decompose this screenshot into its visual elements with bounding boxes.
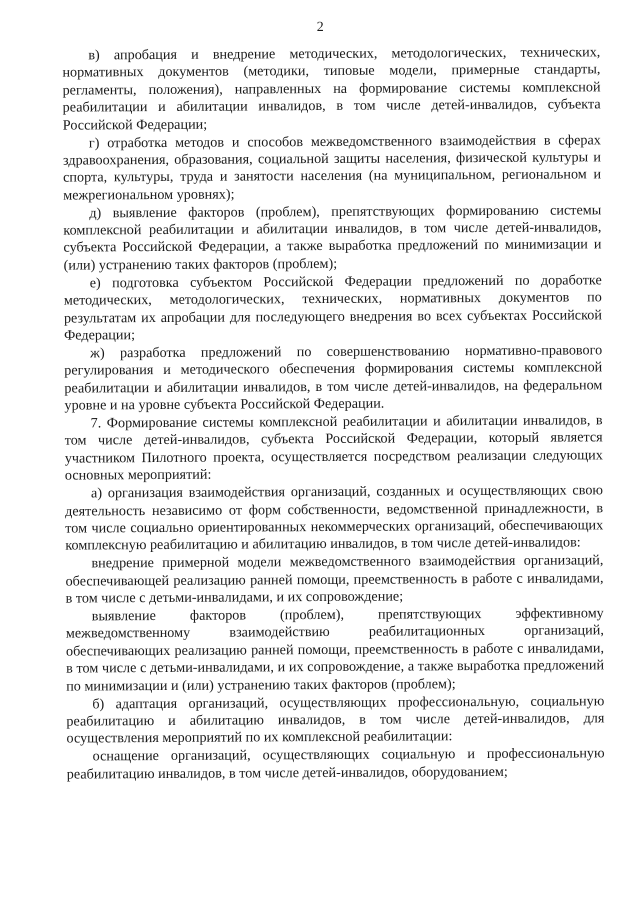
paragraph-7b: б) адаптация организаций, осуществляющих профессиональную, социальную реабилитацию и абилитацию инвалидов, в том числе детей-инвалидов, для осуществления мероприятий по их комплексной реабилитации: — [66, 692, 605, 747]
paragraph-e: е) подготовка субъектом Российской Федерации предложений по доработке методических, методологических, технических, нормативных документов по результатам их апробации для последующего внедрения во всех субъектах Российской Федерации; — [63, 272, 602, 344]
paragraph-d: д) выявление факторов (проблем), препятствующих формированию системы комплексной реабилитации и абилитации инвалидов, в том числе детей-инвалидов, субъекта Российской Федерации, а также выработка предложений по минимизации и (или) устранению таких факторов (проблем); — [63, 201, 602, 274]
page-number: 2 — [316, 19, 324, 36]
paragraph-7a-item-1: внедрение примерной модели межведомственного взаимодействия организаций, обеспечивающей реализацию ранней помощи, преемственность в работе с инвалидами, в том числе с детьми-инвалидами, и их сопровождение; — [65, 552, 604, 607]
paragraph-7: 7. Формирование системы комплексной реабилитации и абилитации инвалидов, в том числе детей-инвалидов, субъекта Российской Федерации, который является участником Пилотного проекта, осуществляется посредством реализации следующих основных мероприятий: — [64, 412, 603, 484]
paragraph-7a-item-2: выявление факторов (проблем), препятствующих эффективному межведомственному взаимодействию реабилитационных организаций, обеспечивающих реализацию ранней помощи, преемственность в работе с инвалидами, в том числе с детьми-инвалидами, и их сопровождение, а также выработка предложений по минимизации и (или) устранению таких факторов (проблем); — [65, 605, 605, 695]
paragraph-g: г) отработка методов и способов межведомственного взаимодействия в сферах здравоохранения, образования, социальной защиты населения, физической культуры и спорта, культуры, труда и занятости населения (на муниципальном, региональном и межрегиональном уровнях); — [62, 131, 602, 204]
paragraph-7b-item-1: оснащение организаций, осуществляющих социальную и профессиональную реабилитацию инвалидов, в том числе детей-инвалидов, оборудованием; — [66, 745, 605, 783]
paragraph-7a: а) организация взаимодействия организаций, созданных и осуществляющих свою деятельность независимо от форм собственности, ведомственной принадлежности, в том числе социально ориентированных некоммерческих организаций, обеспечивающих комплексную реабилитацию и абилитацию инвалидов, в том числе детей-инвалидов: — [65, 482, 604, 554]
paragraph-v: в) апробация и внедрение методических, методологических, технических, нормативных документов (методики, типовые модели, примерные стандарты, регламенты, положения), направленных на формирование системы комплексной реабилитации и абилитации инвалидов, в том числе детей-инвалидов, субъекта Российской Федерации; — [62, 44, 601, 134]
document-body — [62, 44, 604, 784]
paragraph-zh: ж) разработка предложений по совершенствованию нормативно-правового регулирования и методического обеспечения формирования системы комплексной реабилитации и абилитации инвалидов, в том числе детей-инвалидов, на федеральном уровне и на уровне субъекта Российской Федерации. — [64, 342, 603, 414]
